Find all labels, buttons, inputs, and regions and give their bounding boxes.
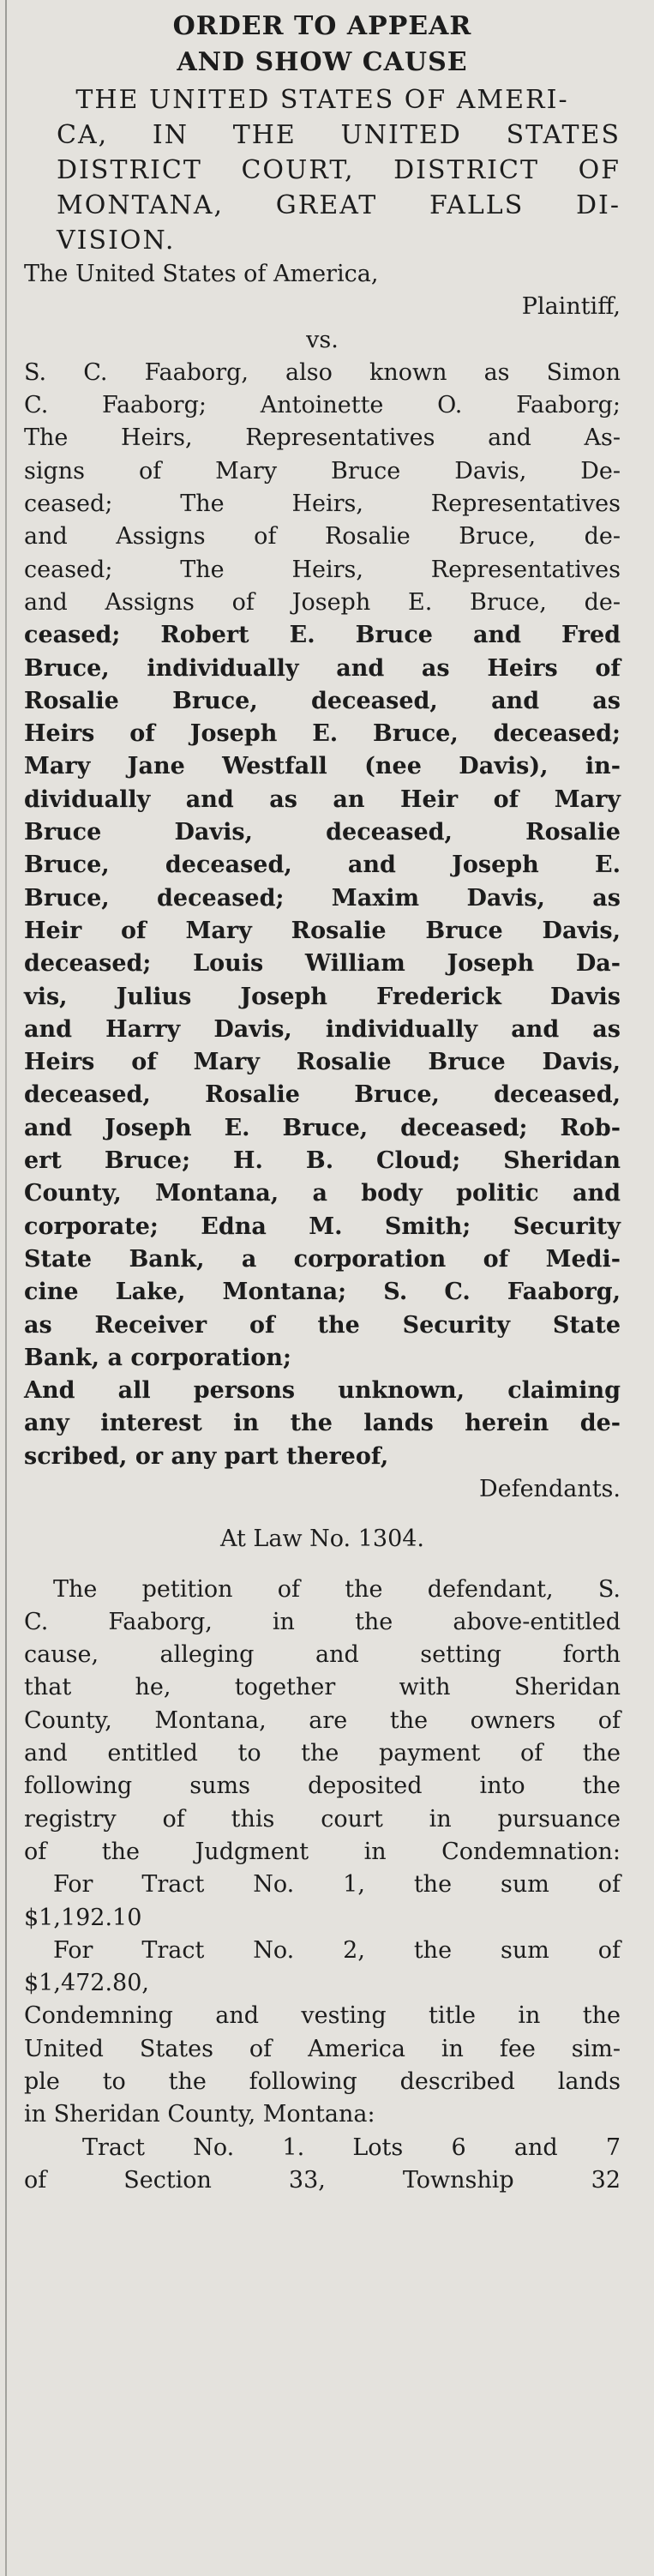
defendants-line: C. Faaborg; Antoinette O. Faaborg; <box>24 392 621 419</box>
defendants-line: Bruce, individually and as Heirs of <box>24 654 621 682</box>
petition-line: County, Montana, are the owners of <box>24 1706 621 1734</box>
defendants-line: Bruce, deceased, and Joseph E. <box>24 852 621 879</box>
court-caption <box>24 82 621 258</box>
condemning-line: United States of America in fee sim- <box>24 2035 621 2062</box>
defendants-line: Mary Jane Westfall (nee Davis), in- <box>24 753 621 780</box>
tract-sum-line: For Tract No. 1, the sum of <box>53 1871 621 1899</box>
defendants-line: dividually and as an Heir of Mary <box>24 785 621 813</box>
column-rule <box>5 0 7 2576</box>
case-parties <box>24 258 621 2197</box>
court-caption-line: CA, IN THE UNITED STATES <box>57 120 621 150</box>
unknown-persons-line: scribed, or any part thereof, <box>24 1442 389 1470</box>
tract-description-line: Tract No. 1. Lots 6 and 7 <box>82 2134 621 2161</box>
petition-line: registry of this court in pursuance <box>24 1805 621 1833</box>
legal-notice <box>24 0 621 2197</box>
defendants-role: Defendants. <box>478 1475 621 1502</box>
tract-description <box>24 2132 621 2198</box>
notice-heading-line1: ORDER TO APPEAR <box>172 11 472 41</box>
tract-sum-amount: $1,472.80, <box>24 1970 149 1997</box>
defendants-line: S. C. Faaborg, also known as Simon <box>24 358 621 386</box>
defendants-line: The Heirs, Representatives and As- <box>24 424 621 452</box>
petition-line: cause, alleging and setting forth <box>24 1641 621 1669</box>
tract-sums <box>24 1869 621 2000</box>
notice-heading-line2: AND SHOW CAUSE <box>177 47 468 77</box>
defendants-line: ceased; The Heirs, Representatives <box>24 491 621 518</box>
defendants-line: Heir of Mary Rosalie Bruce Davis, <box>24 917 621 944</box>
defendants-line: Bruce Davis, deceased, Rosalie <box>24 819 621 846</box>
defendants-line: ert Bruce; H. B. Cloud; Sheridan <box>24 1147 621 1175</box>
court-caption-line: MONTANA, GREAT FALLS DI- <box>57 190 621 220</box>
tract-sum-amount: $1,192.10 <box>24 1904 142 1931</box>
unknown-persons <box>24 1375 621 1473</box>
court-caption-line: VISION. <box>57 226 176 256</box>
defendants-line: deceased, Rosalie Bruce, deceased, <box>24 1081 621 1109</box>
petition-line: following sums deposited into the <box>24 1773 621 1800</box>
defendants-line: Bruce, deceased; Maxim Davis, as <box>24 884 621 912</box>
defendants-line: Bank, a corporation; <box>24 1344 291 1371</box>
petition-line: The petition of the defendant, S. <box>53 1575 621 1603</box>
defendants-line: Heirs of Mary Rosalie Bruce Davis, <box>24 1049 621 1076</box>
defendants-line: and Assigns of Joseph E. Bruce, de- <box>24 588 621 616</box>
defendants-line: County, Montana, a body politic and <box>24 1180 621 1207</box>
court-caption-line: THE UNITED STATES OF AMERI- <box>75 85 569 115</box>
court-caption-line: DISTRICT COURT, DISTRICT OF <box>57 155 621 185</box>
condemning-line: ple to the following described lands <box>24 2068 621 2096</box>
defendants-line: ceased; The Heirs, Representatives <box>24 556 621 583</box>
defendants-line: Heirs of Joseph E. Bruce, deceased; <box>24 720 621 748</box>
defendants-line: State Bank, a corporation of Medi- <box>24 1245 621 1273</box>
condemning-line: in Sheridan County, Montana: <box>24 2101 375 2128</box>
versus-label: vs. <box>306 326 339 353</box>
defendants-line: and Assigns of Rosalie Bruce, de- <box>24 523 621 551</box>
defendants-line: vis, Julius Joseph Frederick Davis <box>24 983 621 1010</box>
petition-line: C. Faaborg, in the above-entitled <box>24 1608 621 1635</box>
defendants-line: and Joseph E. Bruce, deceased; Rob- <box>24 1114 621 1141</box>
tract-sum-line: For Tract No. 2, the sum of <box>53 1936 621 1964</box>
tract-description-line: of Section 33, Township 32 <box>24 2166 621 2194</box>
condemning-line: Condemning and vesting title in the <box>24 2002 621 2030</box>
defendants-line: Rosalie Bruce, deceased, and as <box>24 687 621 714</box>
unknown-persons-line: And all persons unknown, claiming <box>24 1377 621 1405</box>
petition-paragraph <box>24 1574 621 1869</box>
defendants-line: signs of Mary Bruce Davis, De- <box>24 457 621 485</box>
defendants-line: ceased; Robert E. Bruce and Fred <box>24 622 621 649</box>
petition-line: and entitled to the payment of the <box>24 1740 621 1767</box>
defendants-list <box>24 357 621 1375</box>
unknown-persons-line: any interest in the lands herein de- <box>24 1410 621 1437</box>
defendants-line: as Receiver of the Security State <box>24 1311 621 1339</box>
defendants-line: and Harry Davis, individually and as <box>24 1015 621 1043</box>
plaintiff-role: Plaintiff, <box>521 293 621 321</box>
case-number: At Law No. 1304. <box>219 1526 425 1553</box>
petition-line: that he, together with Sheridan <box>24 1674 621 1701</box>
defendants-line: cine Lake, Montana; S. C. Faaborg, <box>24 1279 621 1306</box>
defendants-line: corporate; Edna M. Smith; Security <box>24 1213 621 1240</box>
petition-line: of the Judgment in Condemnation: <box>24 1838 621 1865</box>
plaintiff-name: The United States of America, <box>24 261 379 287</box>
defendants-line: deceased; Louis William Joseph Da- <box>24 950 621 978</box>
condemning-paragraph <box>24 2000 621 2131</box>
